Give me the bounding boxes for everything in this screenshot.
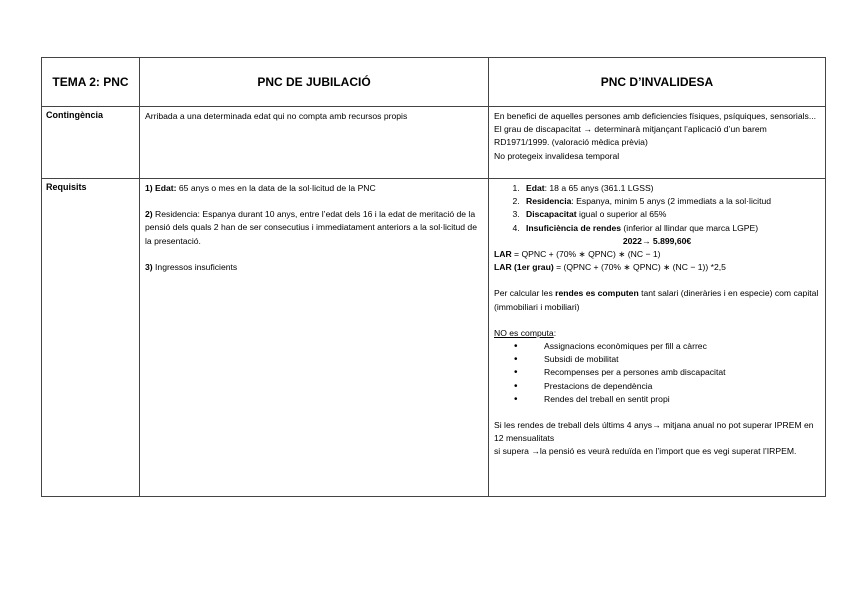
requisits-jubilacio xyxy=(140,179,489,497)
requisits-invalidesa xyxy=(489,179,826,497)
year-amount: 2022→ 5.899,60€ xyxy=(622,235,692,246)
jub-req-3-text: Ingressos insuficients xyxy=(152,261,238,272)
contingencia-invalidesa xyxy=(489,107,826,179)
no-computa-title: NO es computa xyxy=(494,327,554,338)
list-item: • Recompenses per a persones amb discapacitat xyxy=(532,366,820,379)
no-computa-list xyxy=(494,340,820,406)
header-tema: TEMA 2: PNC xyxy=(42,58,140,107)
inv-req-text: : 18 a 65 anys (361.1 LGSS) xyxy=(544,183,654,193)
calc-bold: rendes es computen xyxy=(555,288,639,299)
contingencia-invalidesa-line3: No protegeix invalidesa temporal xyxy=(494,150,620,161)
calc-pre: Per calcular les xyxy=(494,288,556,299)
label-requisits: Requisits xyxy=(42,179,140,497)
inv-req-label: Residencia xyxy=(526,196,572,207)
row-requisits xyxy=(42,179,826,497)
final-note-2: si supera →la pensió es veurà reduïda en l’import que es vegi superat l’IRPEM. xyxy=(494,446,797,457)
list-item: • Prestacions de dependència xyxy=(532,380,820,393)
inv-req-list xyxy=(494,182,820,235)
jub-req-1 xyxy=(145,182,483,195)
no-computa-colon: : xyxy=(553,327,557,338)
list-item: • Assignacions econòmiques per fill a càrrec xyxy=(532,340,820,353)
calc-post: tant salari (dineràries i en especie) com capital (immobiliari i mobiliari) xyxy=(494,288,819,312)
inv-req-text: igual o superior al 65% xyxy=(576,209,667,220)
inv-req-item xyxy=(522,208,820,221)
final-note-1: Si les rendes de treball dels últims 4 anys→ mitjana anual no pot superar IPREM en 12 mensualitats xyxy=(494,420,814,444)
header-jubilacio: PNC DE JUBILACIÓ xyxy=(140,58,489,107)
calc-rendes xyxy=(494,287,820,313)
lar-1er-grau-formula xyxy=(494,261,820,274)
list-item: • Rendes del treball en sentit propi xyxy=(532,393,820,406)
jub-req-2-label: 2) xyxy=(145,209,153,220)
lar-text: = QPNC + (70% ∗ QPNC) ∗ (NC − 1) xyxy=(511,249,661,260)
jub-req-1-text: 65 anys o mes en la data de la sol·licitud de la PNC xyxy=(176,183,376,193)
inv-req-text: : Espanya, minim 5 anys (2 immediats a la sol·licitud xyxy=(571,196,772,207)
jub-req-2-text: Residencia: Espanya durant 10 anys, entre l’edat dels 16 i la edat de meritació de la pensió dels quals 2 han de ser consecutius i immediatament anteriors a la sol·licitud de la presentació. xyxy=(145,209,477,246)
inv-req-item xyxy=(522,195,820,208)
jub-req-1-label: 1) Edat: xyxy=(145,183,177,193)
no-computa-heading xyxy=(494,327,820,340)
lar-label: LAR xyxy=(494,249,512,260)
row-contingencia xyxy=(42,107,826,179)
jub-req-2 xyxy=(145,208,483,248)
jub-req-3-label: 3) xyxy=(145,261,153,272)
inv-req-label: Insuficiència de rendes xyxy=(526,222,622,233)
lar-1er-grau-text: = (QPNC + (70% ∗ QPNC) ∗ (NC − 1)) *2,5 xyxy=(553,262,726,273)
inv-req-item xyxy=(522,222,820,235)
header-row xyxy=(42,58,826,107)
header-invalidesa: PNC D’INVALIDESA xyxy=(489,58,826,107)
lar-1er-grau-label: LAR (1er grau) xyxy=(494,262,554,273)
contingencia-jubilacio xyxy=(140,107,489,179)
label-contingencia: Contingència xyxy=(42,107,140,179)
list-item: • Subsidi de mobilitat xyxy=(532,353,820,366)
inv-req-text: (inferior al llindar que marca LGPE) xyxy=(621,222,759,233)
contingencia-invalidesa-line1: En benefici de aquelles persones amb deficiencies físiques, psíquiques, sensorials... xyxy=(494,111,816,121)
contingencia-invalidesa-line2: El grau de discapacitat → determinarà mitjançant l’aplicació d’un barem RD1971/1999. (valoració mèdica prèvia) xyxy=(494,124,767,148)
inv-req-label: Edat xyxy=(526,183,545,193)
lar-formula xyxy=(494,248,820,261)
contingencia-jubilacio-text: Arribada a una determinada edat qui no compta amb recursos propis xyxy=(145,111,408,121)
jub-req-3 xyxy=(145,261,483,274)
pnc-table xyxy=(41,57,826,497)
inv-req-label: Discapacitat xyxy=(526,209,577,220)
inv-req-item xyxy=(522,182,820,195)
